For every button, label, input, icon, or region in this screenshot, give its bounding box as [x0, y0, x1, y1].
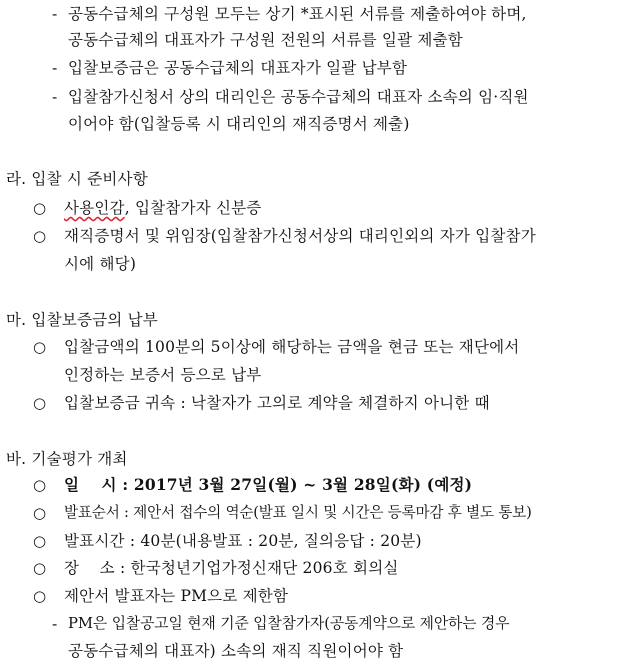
circle-bullet-icon: ○: [33, 394, 47, 412]
line-text: 제안서 발표자는 PM으로 제한함: [64, 587, 289, 605]
line-text: [64, 195, 261, 221]
line-text: 입찰보증금은 공동수급체의 대표자가 일괄 납부함: [68, 59, 408, 77]
circle-bullet-icon: ○: [33, 199, 47, 217]
line-text: 재직증명서 및 위임장(입찰참가신청서상의 대리인외의 자가 입찰참가: [64, 227, 536, 245]
underlined-word: 사용인감: [64, 199, 125, 217]
line-text: 인정하는 보증서 등으로 납부: [64, 366, 262, 384]
heading-text: 마. 입찰보증금의 납부: [6, 311, 158, 329]
line-text: 공동수급체의 대표자가 구성원 전원의 서류를 일괄 제출함: [68, 31, 463, 49]
line-text: 입찰참가신청서 상의 대리인은 공동수급체의 대표자 소속의 임·직원: [68, 88, 529, 106]
dash-marker: -: [52, 5, 58, 23]
circle-bullet-icon: ○: [33, 476, 47, 494]
circle-bullet-icon: ○: [33, 532, 47, 550]
line-text: 입찰보증금 귀속 : 낙찰자가 고의로 계약을 체결하지 아니한 때: [64, 394, 490, 412]
line-text: 공동수급체의 대표자) 소속의 재직 직원이어야 함: [68, 642, 404, 660]
circle-bullet-icon: ○: [33, 504, 47, 522]
dash-marker: -: [52, 88, 58, 106]
circle-bullet-icon: ○: [33, 559, 47, 577]
line-text: PM은 입찰공고일 현재 기준 입찰참가자(공동계약으로 제안하는 경우: [68, 615, 510, 632]
line-text: 장 소 : 한국청년기업가정신재단 206호 회의실: [64, 559, 399, 577]
heading-text: 바. 기술평가 개최: [6, 450, 128, 468]
dash-marker: -: [52, 615, 58, 633]
line-text: 발표시간 : 40분(내용발표 : 20분, 질의응답 : 20분): [64, 532, 422, 550]
schedule-text: 일 시 : 2017년 3월 27일(월) ~ 3월 28일(화) (예정): [64, 475, 473, 494]
dash-marker: -: [52, 59, 58, 77]
line-text: 공동수급체의 구성원 모두는 상기 *표시된 서류를 제출하여야 하며,: [68, 5, 527, 23]
circle-bullet-icon: ○: [33, 587, 47, 605]
line-text-rest: , 입찰참가자 신분증: [124, 199, 262, 217]
heading-text: 라. 입찰 시 준비사항: [6, 170, 148, 188]
circle-bullet-icon: ○: [33, 338, 47, 356]
circle-bullet-icon: ○: [33, 227, 47, 245]
line-text: 입찰금액의 100분의 5이상에 해당하는 금액을 현금 또는 재단에서: [64, 338, 520, 356]
line-text: 이어야 함(입찰등록 시 대리인의 재직증명서 제출): [68, 115, 410, 133]
line-text: 발표순서 : 제안서 접수의 역순(발표 일시 및 시간은 등록마감 후 별도 통보): [64, 504, 532, 521]
line-text: 시에 해당): [64, 255, 137, 273]
